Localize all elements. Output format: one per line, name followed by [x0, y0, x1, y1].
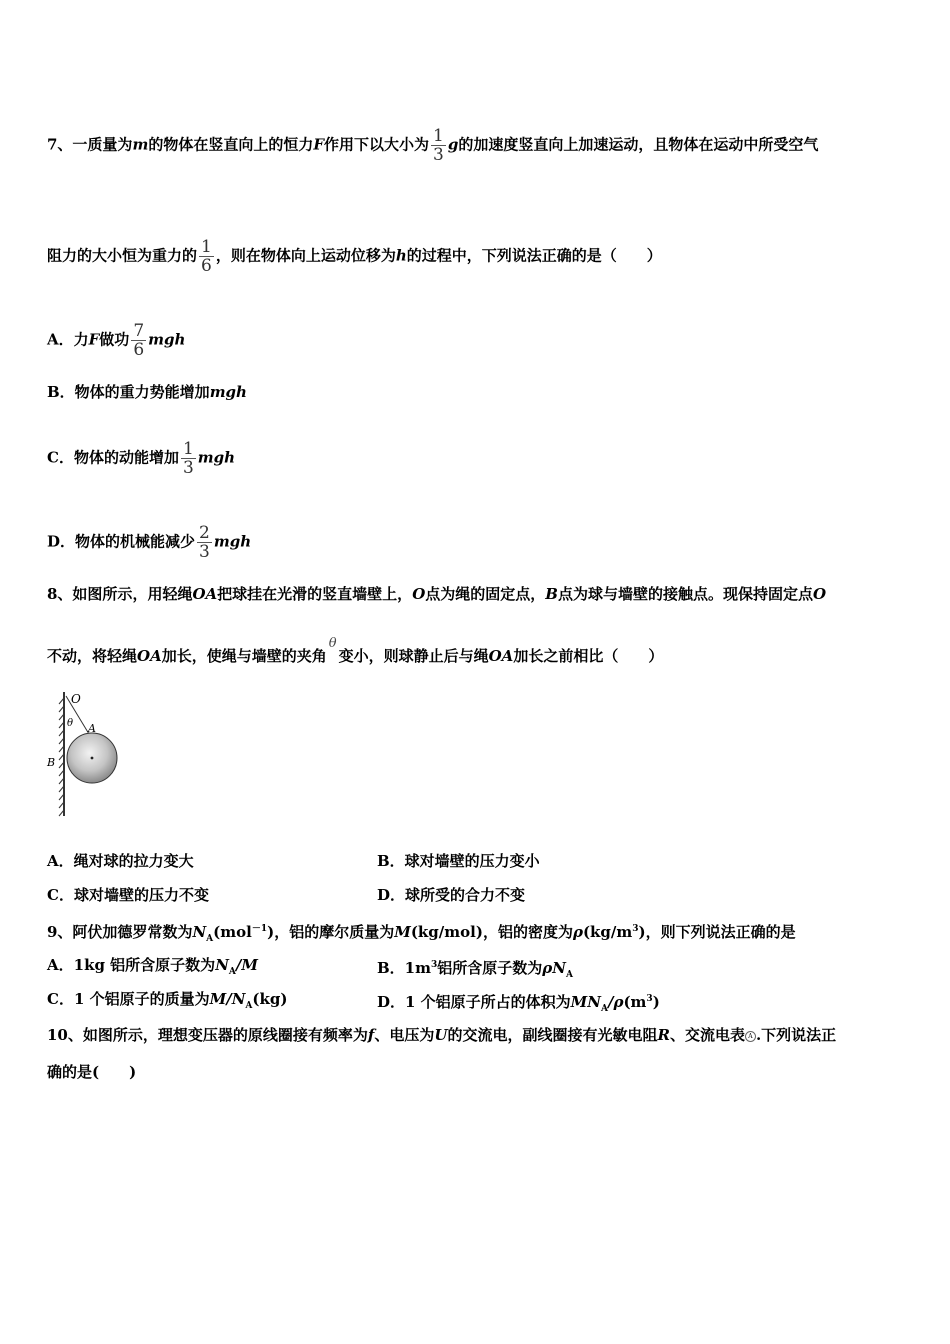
q7-text: 的物体在竖直向上的恒力: [148, 135, 314, 154]
q10-line2: 确的是( ): [47, 1063, 137, 1081]
theta-symbol: θ: [328, 636, 337, 651]
q9-option-d: D．1 个铝原子所占的体积为$MN_A/\rho(m^3)$: [377, 993, 660, 1014]
var-F: F: [313, 135, 324, 154]
fraction-seven-sixths: $\frac{7}{6}$: [133, 321, 145, 360]
wall-hatching: [59, 692, 64, 816]
q7-text: 的加速度竖直向上加速运动，且物体在运动中所受空气: [458, 135, 819, 154]
q8-line2: 不动，将轻绳OA加长，使绳与墙壁的夹角θ变小，则球静止后与绳OA加长之前相比（ ）: [47, 636, 664, 665]
fraction-one-third: $\frac{1}{3}$: [433, 126, 444, 165]
ball-center: [91, 757, 94, 760]
fraction-one-sixth: $\frac{1}{6}$: [201, 237, 212, 276]
q9-stem: 9、阿伏加德罗常数为$N_A(mol^{-1})$，铝的摩尔质量为M(kg/mol)，铝的密度为$\rho(kg/m^3)$，则下列说法正确的是: [47, 923, 796, 944]
q7-text: ，则在物体向上运动位移为: [215, 246, 396, 265]
fraction-one-third: $\frac{1}{3}$: [182, 439, 194, 478]
ball-on-wall-figure: [45, 688, 125, 820]
q7-option-b: B．物体的重力势能增加mgh: [47, 383, 247, 401]
q9-option-c: C．1 个铝原子的质量为$M/N_A(kg)$: [47, 990, 288, 1011]
label-theta: θ: [67, 718, 74, 729]
q7-line1: [47, 127, 818, 164]
ammeter-icon: A: [745, 1031, 756, 1042]
q7-option-d: D．物体的机械能减少 $\frac{2}{3}$ mgh: [47, 523, 252, 562]
q9-option-a: A．1kg 铝所含原子数为$N_A/M$: [47, 956, 258, 977]
q7-text: 阻力的大小恒为重力的: [47, 246, 198, 265]
label-o: O: [71, 692, 81, 706]
var-g: g: [447, 135, 459, 154]
q8-option-a: A．绳对球的拉力变大: [47, 852, 194, 870]
var-h: h: [395, 246, 407, 265]
q9-option-b: B．$1m^3$铝所含原子数为$\rho N_A$: [377, 959, 573, 980]
q7-text: 的过程中，下列说法正确的是（ ）: [406, 246, 662, 265]
q7-text: 作用下以大小为: [324, 135, 430, 154]
q8-line1: 8、如图所示，用轻绳OA把球挂在光滑的竖直墙壁上，O点为绳的固定点，B点为球与墙壁的接触点。现保持固定点O: [47, 585, 827, 603]
fraction-two-thirds: $\frac{2}{3}$: [199, 523, 210, 562]
q7-line2: [47, 238, 662, 275]
q7-option-c: C．物体的动能增加 $\frac{1}{3}$ mgh: [47, 439, 236, 478]
q10-line1: 10、如图所示，理想变压器的原线圈接有频率为f、电压为U的交流电，副线圈接有光敏电阻R、交流电表 A .下列说法正: [47, 1026, 837, 1044]
q8-option-c: C．球对墙壁的压力不变: [47, 886, 209, 904]
q7-option-a: A．力F做功 $\frac{7}{6}$ mgh: [47, 321, 186, 360]
label-b: B: [47, 756, 56, 769]
var-m: m: [132, 135, 149, 154]
q7-text: 7、一质量为: [47, 135, 133, 154]
label-a: A: [88, 722, 96, 735]
q8-option-b: B．球对墙壁的压力变小: [377, 852, 540, 870]
q8-option-d: D．球所受的合力不变: [377, 886, 526, 904]
